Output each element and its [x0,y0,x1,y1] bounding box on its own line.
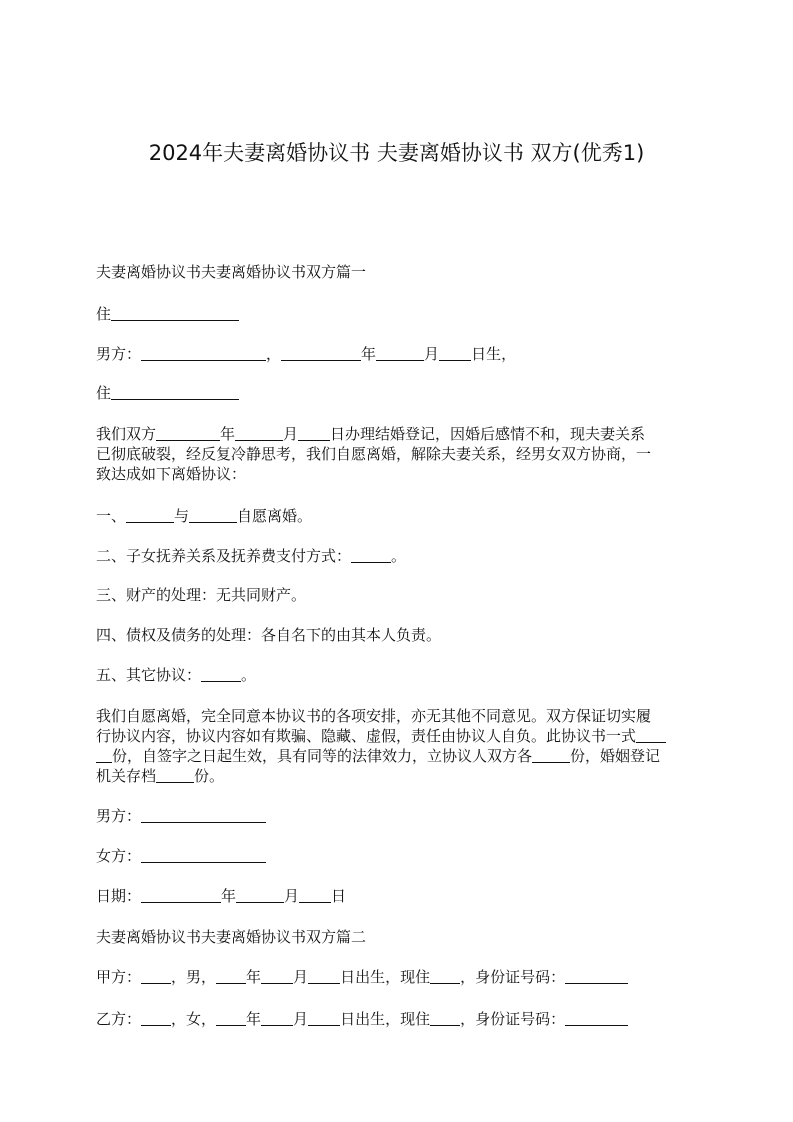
party-b-month: 月 [293,1010,309,1028]
party-b-year-blank[interactable] [216,1010,246,1026]
marriage-year-blank[interactable] [156,425,220,441]
address-line-2 [96,383,706,403]
intro-paragraph [96,424,706,484]
party-b-day-blank[interactable] [308,1010,340,1026]
clause1-mid: 与 [174,507,190,525]
date-year-blank[interactable] [141,887,221,903]
clause2-end: 。 [391,547,407,565]
address-blank[interactable] [111,305,239,321]
sign-female-label: 女方： [96,847,142,865]
clause5-text: 五、其它协议： [96,666,202,684]
clause-4: 四、债权及债务的处理：各自名下的由其本人负责。 [96,626,442,644]
closing-line-1: 我们自愿离婚，完全同意本协议书的各项安排，亦无其他不同意见。双方保证切实履 [96,707,652,725]
date-month-blank[interactable] [236,887,284,903]
date-line [96,886,706,906]
party-a-id-blank[interactable] [565,968,628,984]
date-label: 日期： [96,887,142,905]
clause2-text: 二、子女抚养关系及抚养费支付方式： [96,547,352,565]
male-born-label: 日生， [471,345,517,363]
party-a-id-label: ，身份证号码： [460,968,566,986]
party-b-line [96,1009,706,1029]
archive-copies-blank[interactable] [156,767,194,783]
closing-line-4-text: 机关存档 [96,767,157,785]
male-month-blank[interactable] [376,345,424,361]
male-year-label: 年 [361,345,377,363]
intro-year: 年 [220,425,236,443]
clause-5 [96,665,706,685]
date-month-label: 月 [284,887,300,905]
intro-line-1 [96,424,706,444]
male-month-label: 月 [424,345,440,363]
male-party-line [96,344,706,364]
intro-line-3: 致达成如下离婚协议： [96,465,247,483]
marriage-month-blank[interactable] [235,425,283,441]
copies-blank-b[interactable] [96,747,112,763]
copies-blank-a[interactable] [636,727,666,743]
document-title: 2024年夫妻离婚协议书 夫妻离婚协议书 双方(优秀1) [148,141,645,165]
clause-2 [96,546,706,566]
clause1-prefix: 一、 [96,507,127,525]
clause1-blank-b[interactable] [189,507,237,523]
clause-1 [96,506,706,526]
party-a-year-blank[interactable] [216,968,246,984]
closing-line-3-text: 份，自签字之日起生效，具有同等的法律效力，立协议人双方各 [112,747,533,765]
clause1-blank-a[interactable] [126,507,174,523]
closing-line-3 [96,746,706,766]
date-day-blank[interactable] [299,887,331,903]
party-b-month-blank[interactable] [261,1010,293,1026]
closing-line-3-end: 份，婚姻登记 [570,747,661,765]
clause1-suffix: 自愿离婚。 [237,507,313,525]
male-name-blank[interactable] [141,345,266,361]
intro-month: 月 [283,425,299,443]
sign-female-line [96,846,706,866]
address-label: 住 [96,305,112,323]
closing-paragraph [96,706,706,786]
party-a-day-blank[interactable] [308,968,340,984]
party-a-year: 年 [246,968,262,986]
section1-heading: 夫妻离婚协议书夫妻离婚协议书双方篇一 [96,263,367,281]
address-label: 住 [96,384,112,402]
party-b-id-blank[interactable] [565,1010,628,1026]
sign-male-line [96,806,706,826]
closing-line-2 [96,726,706,746]
section2-heading: 夫妻离婚协议书夫妻离婚协议书双方篇二 [96,928,367,946]
intro-text-rest: 日办理结婚登记，因婚后感情不和，现夫妻关系 [330,425,646,443]
party-copies-blank[interactable] [532,747,570,763]
address-line-1 [96,304,706,324]
party-a-line [96,967,706,987]
sign-female-blank[interactable] [141,847,266,863]
closing-line-2-text: 行协议内容，协议内容如有欺骗、隐藏、虚假，责任由协议人自负。此协议书一式 [96,727,637,745]
date-year-label: 年 [221,887,237,905]
sign-male-blank[interactable] [141,807,266,823]
male-day-blank[interactable] [439,345,471,361]
intro-text: 我们双方 [96,425,157,443]
party-a-gender: ，男， [171,968,217,986]
male-label: 男方： [96,345,142,363]
party-a-name-blank[interactable] [141,968,171,984]
party-a-address-blank[interactable] [430,968,460,984]
party-a-label: 甲方： [96,968,142,986]
closing-line-4 [96,766,706,786]
party-a-month: 月 [293,968,309,986]
clause-3: 三、财产的处理：无共同财产。 [96,586,307,604]
male-sep: ， [266,345,282,363]
party-b-name-blank[interactable] [141,1010,171,1026]
intro-line-2: 已彻底破裂，经反复冷静思考，我们自愿离婚，解除夫妻关系，经男女双方协商，一 [96,445,652,463]
party-b-year: 年 [246,1010,262,1028]
party-b-label: 乙方： [96,1010,142,1028]
party-a-month-blank[interactable] [261,968,293,984]
clause5-end: 。 [241,666,257,684]
male-year-blank[interactable] [281,345,361,361]
party-b-address-blank[interactable] [430,1010,460,1026]
clause2-blank[interactable] [351,547,391,563]
address-blank[interactable] [111,384,239,400]
marriage-day-blank[interactable] [298,425,330,441]
party-b-born: 日出生，现住 [340,1010,431,1028]
party-b-id-label: ，身份证号码： [460,1010,566,1028]
party-a-born: 日出生，现住 [340,968,431,986]
closing-line-4-end: 份。 [194,767,225,785]
clause5-blank[interactable] [201,666,241,682]
date-day-label: 日 [331,887,347,905]
party-b-gender: ，女， [171,1010,217,1028]
sign-male-label: 男方： [96,807,142,825]
